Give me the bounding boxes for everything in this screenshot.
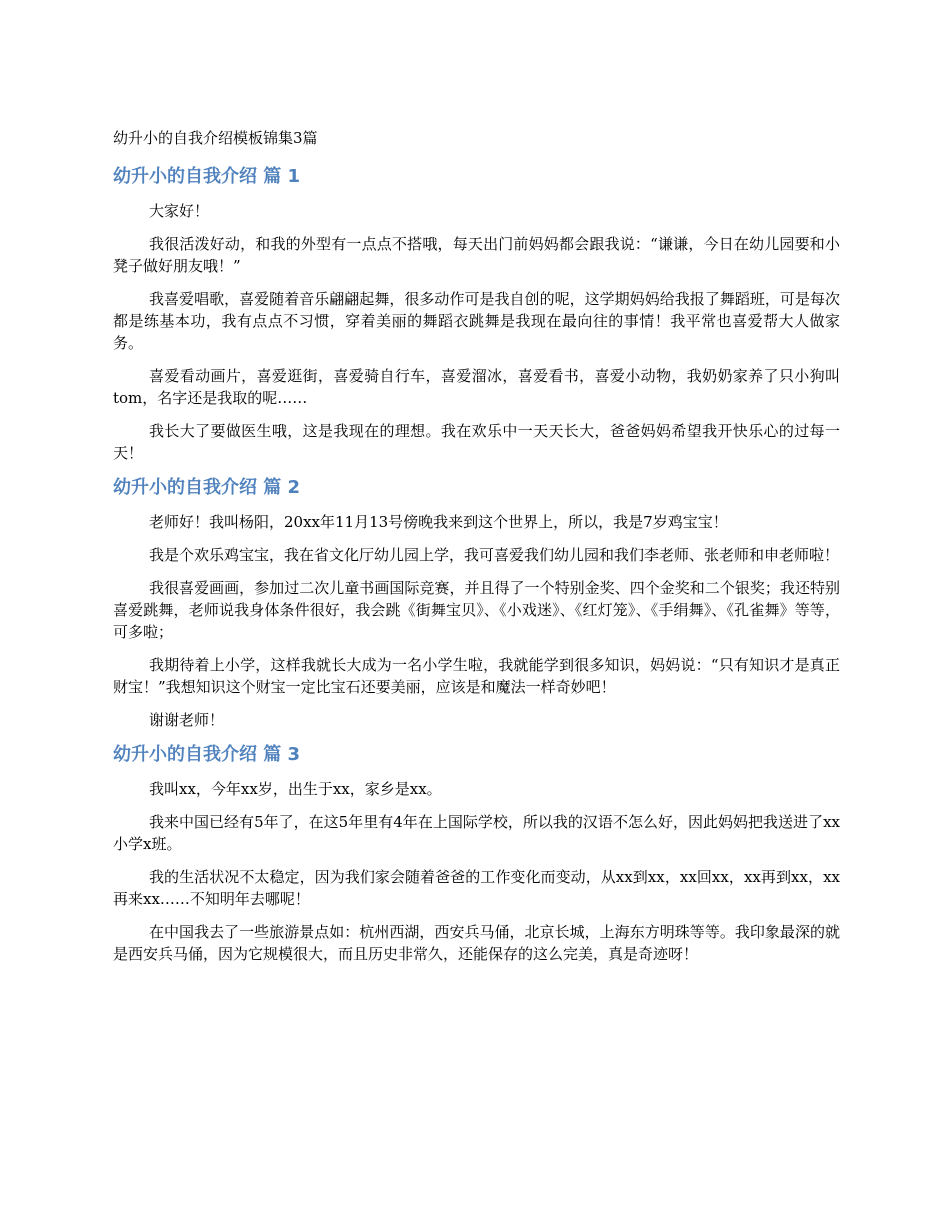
section-3	[113, 742, 840, 965]
paragraph: 我期待着上小学，这样我就长大成为一名小学生啦，我就能学到很多知识，妈妈说：“只有知识才是真正财宝！”我想知识这个财宝一定比宝石还要美丽，应该是和魔法一样奇妙吧！	[113, 656, 840, 696]
paragraph: 我是个欢乐鸡宝宝，我在省文化厅幼儿园上学，我可喜爱我们幼儿园和我们李老师、张老师和申老师啦！	[149, 546, 840, 564]
paragraph: 我的生活状况不太稳定，因为我们家会随着爸爸的工作变化而变动，从xx到xx，xx回xx，xx再到xx，xx再来xx……不知明年去哪呢！	[113, 868, 840, 908]
paragraph: 我很活泼好动，和我的外型有一点点不搭哦，每天出门前妈妈都会跟我说：“谦谦，今日在幼儿园要和小凳子做好朋友哦！”	[113, 235, 840, 275]
paragraph: 我叫xx，今年xx岁，出生于xx，家乡是xx。	[149, 780, 442, 798]
paragraph: 谢谢老师！	[149, 711, 225, 729]
paragraph: 我来中国已经有5年了，在这5年里有4年在上国际学校，所以我的汉语不怎么好，因此妈妈把我送进了xx小学x班。	[113, 813, 840, 853]
paragraph: 我很喜爱画画，参加过二次儿童书画国际竞赛，并且得了一个特别金奖、四个金奖和二个银奖；我还特别喜爱跳舞，老师说我身体条件很好，我会跳《街舞宝贝》、《小戏迷》、《红灯笼》、《手绢舞》、《孔雀舞》等等，可多啦；	[113, 579, 840, 641]
paragraph: 大家好！	[149, 202, 210, 220]
document-title: 幼升小的自我介绍模板锦集3篇	[113, 129, 318, 147]
section-2	[113, 475, 840, 731]
section-heading: 幼升小的自我介绍 篇 1	[113, 166, 301, 187]
paragraph: 在中国我去了一些旅游景点如：杭州西湖，西安兵马俑，北京长城，上海东方明珠等等。我印象最深的就是西安兵马俑，因为它规模很大，而且历史非常久，还能保存的这么完美，真是奇迹呀！	[113, 923, 840, 963]
paragraph: 我喜爱唱歌，喜爱随着音乐翩翩起舞，很多动作可是我自创的呢，这学期妈妈给我报了舞蹈班，可是每次都是练基本功，我有点点不习惯，穿着美丽的舞蹈衣跳舞是我现在最向往的事情！我平常也喜爱帮大人做家务。	[113, 290, 840, 352]
section-heading: 幼升小的自我介绍 篇 3	[113, 744, 301, 765]
section-1	[113, 164, 840, 464]
document-page	[113, 126, 840, 976]
paragraph: 老师好！我叫杨阳，20xx年11月13号傍晚我来到这个世界上，所以，我是7岁鸡宝宝！	[149, 513, 728, 531]
paragraph: 喜爱看动画片，喜爱逛街，喜爱骑自行车，喜爱溜冰，喜爱看书，喜爱小动物，我奶奶家养了只小狗叫tom，名字还是我取的呢……	[113, 367, 840, 407]
paragraph: 我长大了要做医生哦，这是我现在的理想。我在欢乐中一天天长大，爸爸妈妈希望我开快乐心的过每一天！	[113, 422, 840, 462]
section-heading: 幼升小的自我介绍 篇 2	[113, 477, 301, 498]
